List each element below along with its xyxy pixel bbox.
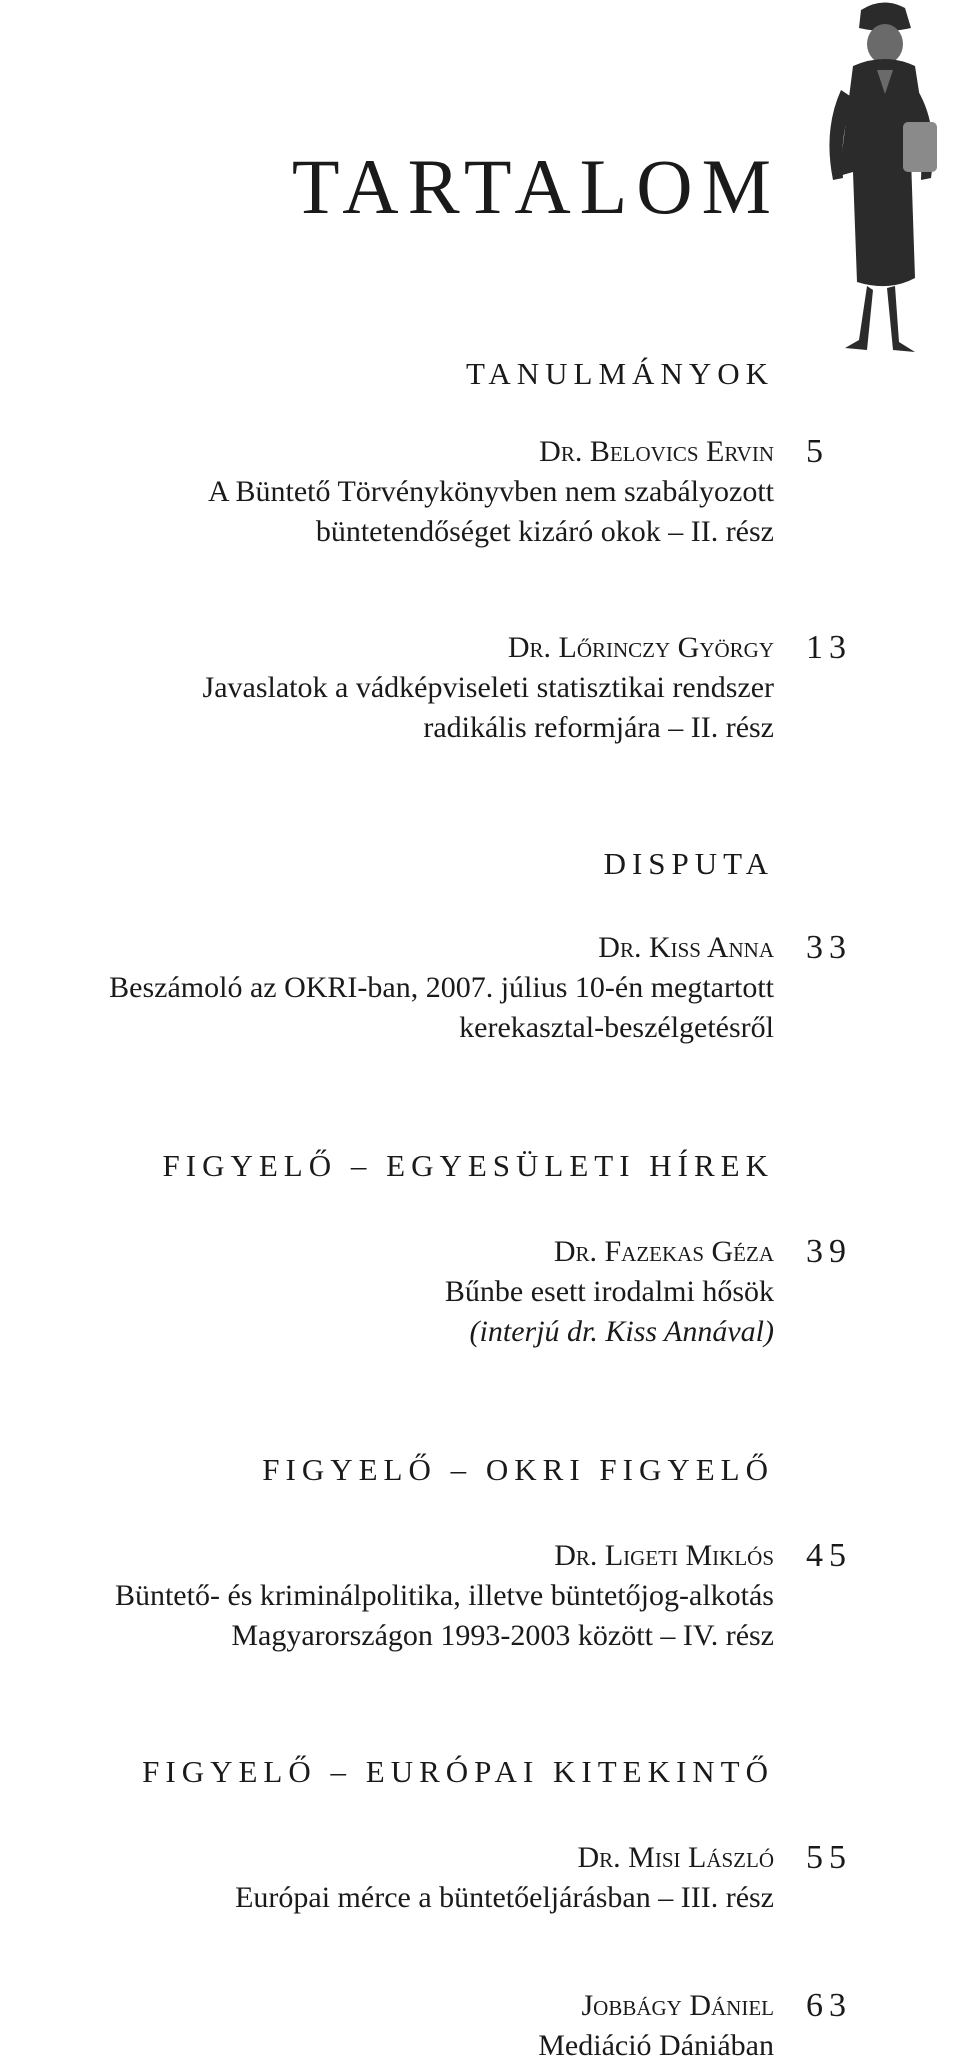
section-heading-disputa: DISPUTA	[603, 846, 774, 881]
entry-author: Dr. Misi László	[577, 1841, 774, 1874]
entry-author: Dr. Lőrinczy György	[507, 631, 774, 664]
entry-page-number: 63	[806, 1987, 852, 2024]
entry-title-line: Európai mérce a büntetőeljárásban – III. rész	[235, 1881, 774, 1914]
section-heading-egyesuleti-hirek: FIGYELŐ – EGYESÜLETI HÍREK	[162, 1148, 774, 1183]
entry-author: Dr. Kiss Anna	[598, 931, 774, 964]
toc-entry[interactable]	[208, 432, 774, 552]
lawyer-figure-icon	[783, 0, 960, 370]
entry-page-number: 13	[806, 629, 852, 666]
entry-author: Dr. Fazekas Géza	[553, 1235, 774, 1268]
entry-title-line: Mediáció Dániában	[538, 2029, 774, 2062]
entry-title-line: Büntető- és kriminálpolitika, illetve büntetőjog-alkotás	[114, 1579, 774, 1612]
entry-title-line: Beszámoló az OKRI-ban, 2007. július 10-én megtartott	[109, 971, 774, 1004]
entry-title-line: Magyarországon 1993-2003 között – IV. rész	[231, 1619, 774, 1652]
toc-entry[interactable]	[109, 928, 774, 1048]
entry-title-line: Bűnbe esett irodalmi hősök	[444, 1275, 774, 1308]
entry-title-line: A Büntető Törvénykönyvben nem szabályozott	[207, 475, 774, 508]
entry-author: Dr. Belovics Ervin	[539, 435, 774, 468]
section-heading-okri-figyelo: FIGYELŐ – OKRI FIGYELŐ	[262, 1452, 774, 1487]
entry-page-number: 45	[806, 1537, 852, 1574]
entry-page-number: 55	[806, 1839, 852, 1876]
section-heading-tanulmanyok: TANULMÁNYOK	[465, 356, 774, 391]
entry-title-line: kerekasztal-beszélgetésről	[459, 1011, 774, 1044]
entry-title-line: (interjú dr. Kiss Annával)	[469, 1315, 774, 1348]
toc-entry[interactable]	[445, 1232, 774, 1352]
toc-entry[interactable]	[538, 1986, 774, 2066]
toc-entry[interactable]	[235, 1838, 774, 1918]
entry-title-line: büntetendőséget kizáró okok – II. rész	[315, 515, 774, 548]
entry-page-number: 5	[806, 433, 829, 470]
entry-author: Dr. Ligeti Miklós	[554, 1539, 774, 1572]
entry-page-number: 39	[806, 1233, 852, 1270]
page-title: TARTALOM	[291, 143, 780, 230]
section-heading-europai-kitekinto: FIGYELŐ – EURÓPAI KITEKINTŐ	[142, 1754, 774, 1789]
entry-title-line: Javaslatok a vádképviseleti statisztikai rendszer	[202, 671, 774, 704]
entry-title-line: radikális reformjára – II. rész	[423, 711, 774, 744]
toc-entry[interactable]	[203, 628, 774, 748]
toc-entry[interactable]	[115, 1536, 774, 1656]
entry-author: Jobbágy Dániel	[581, 1989, 774, 2022]
entry-page-number: 33	[806, 929, 852, 966]
